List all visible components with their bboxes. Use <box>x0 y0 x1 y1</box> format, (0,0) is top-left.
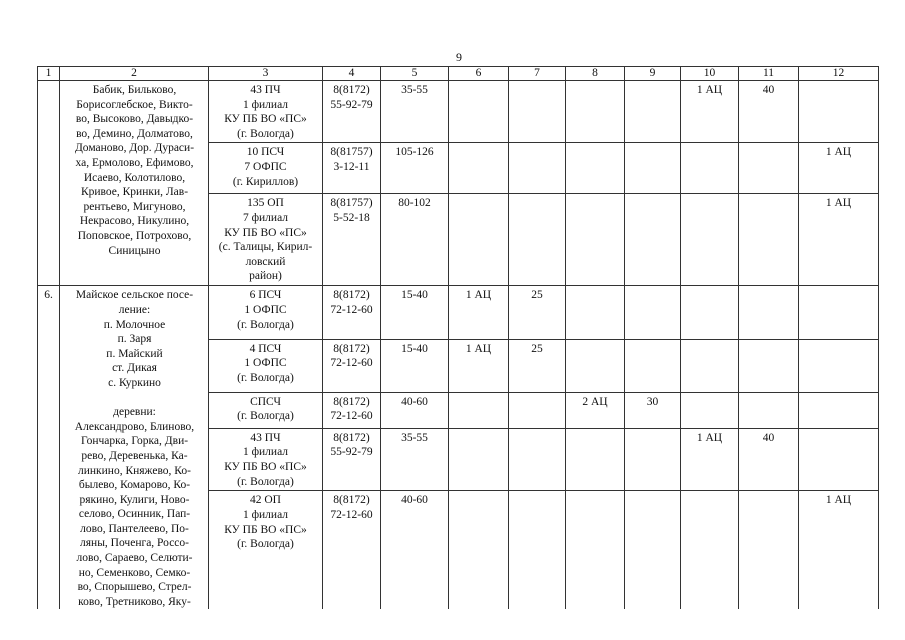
fire-department: 135 ОП 7 филиал КУ ПБ ВО «ПС» (с. Талицы, Кирил- ловский район) <box>209 194 323 286</box>
cell-7 <box>509 194 566 286</box>
cell-9 <box>625 491 681 609</box>
cell-10 <box>681 143 739 194</box>
cell-6 <box>449 491 509 609</box>
fire-department: 4 ПСЧ 1 ОФПС (г. Вологда) <box>209 339 323 392</box>
cell-11: 40 <box>739 81 799 143</box>
cell-9 <box>625 428 681 491</box>
cell-8 <box>566 286 625 339</box>
cell-12: 1 АЦ <box>799 143 879 194</box>
arrival-time: 40-60 <box>381 392 449 428</box>
cell-7 <box>509 392 566 428</box>
cell-8 <box>566 81 625 143</box>
cell-11: 40 <box>739 428 799 491</box>
cell-12 <box>799 392 879 428</box>
cell-10 <box>681 392 739 428</box>
cell-8 <box>566 491 625 609</box>
cell-10: 1 АЦ <box>681 81 739 143</box>
column-header: 1 <box>38 67 60 81</box>
cell-12: 1 АЦ <box>799 194 879 286</box>
column-header: 9 <box>625 67 681 81</box>
cell-9 <box>625 81 681 143</box>
cell-11 <box>739 491 799 609</box>
arrival-time: 35-55 <box>381 428 449 491</box>
locality-list: Бабик, Бильково, Борисоглебское, Викто- во, Высоково, Давыдко- во, Демино, Долматово, Доманово, Дор. Дураси- ха, Ермолово, Ефимово, Исаево, Колотилово, Кривое, Кринки, Лав- рентьево, Мигуново, Некрасово, Никулино, Поповское, Потрохово, Синицыно <box>60 81 209 286</box>
fire-department: 43 ПЧ 1 филиал КУ ПБ ВО «ПС» (г. Вологда) <box>209 81 323 143</box>
column-header: 4 <box>323 67 381 81</box>
phone: 8(8172) 72-12-60 <box>323 392 381 428</box>
response-table <box>37 66 879 609</box>
cell-7 <box>509 491 566 609</box>
phone: 8(8172) 55-92-79 <box>323 428 381 491</box>
column-header: 2 <box>60 67 209 81</box>
fire-department: СПСЧ (г. Вологда) <box>209 392 323 428</box>
table-row <box>38 286 879 339</box>
cell-11 <box>739 339 799 392</box>
arrival-time: 40-60 <box>381 491 449 609</box>
cell-9 <box>625 143 681 194</box>
column-header: 7 <box>509 67 566 81</box>
page-number: 9 <box>456 50 462 64</box>
cell-10 <box>681 194 739 286</box>
column-header: 3 <box>209 67 323 81</box>
cell-8 <box>566 339 625 392</box>
cell-6 <box>449 392 509 428</box>
cell-11 <box>739 143 799 194</box>
cell-10 <box>681 286 739 339</box>
cell-7 <box>509 428 566 491</box>
cell-8 <box>566 143 625 194</box>
cell-10: 1 АЦ <box>681 428 739 491</box>
column-header: 12 <box>799 67 879 81</box>
cell-9 <box>625 339 681 392</box>
cell-6 <box>449 143 509 194</box>
cell-8: 2 АЦ <box>566 392 625 428</box>
fire-department: 6 ПСЧ 1 ОФПС (г. Вологда) <box>209 286 323 339</box>
fire-department: 10 ПСЧ 7 ОФПС (г. Кириллов) <box>209 143 323 194</box>
cell-7 <box>509 81 566 143</box>
arrival-time: 15-40 <box>381 286 449 339</box>
cell-6 <box>449 81 509 143</box>
cell-12 <box>799 81 879 143</box>
phone: 8(8172) 72-12-60 <box>323 339 381 392</box>
cell-7: 25 <box>509 339 566 392</box>
phone: 8(81757) 5-52-18 <box>323 194 381 286</box>
fire-department: 43 ПЧ 1 филиал КУ ПБ ВО «ПС» (г. Вологда) <box>209 428 323 491</box>
cell-6: 1 АЦ <box>449 339 509 392</box>
arrival-time: 80-102 <box>381 194 449 286</box>
cell-8 <box>566 194 625 286</box>
row-number <box>38 81 60 286</box>
column-header: 10 <box>681 67 739 81</box>
arrival-time: 35-55 <box>381 81 449 143</box>
cell-6: 1 АЦ <box>449 286 509 339</box>
locality-list: Майское сельское посе- ление: п. Молочное п. Заря п. Майский ст. Дикая с. Куркино деревни: Александрово, Блиново, Гончарка, Горка, Дви- рево, Деревенька, Ка- линкино, Княжево, Ко- былево, Комарово, Ко- рякино, Кулиги, Ново- селово, Осинник, Пап- лово, Пантелеево, По- ляны, Поченга, Россо- лово, Сараево, Селюти- но, Семенково, Семко- во, Спорышево, Стрел- ково, Третниково, Яку- <box>60 286 209 610</box>
column-header: 8 <box>566 67 625 81</box>
cell-11 <box>739 392 799 428</box>
cell-10 <box>681 339 739 392</box>
table-row <box>38 81 879 143</box>
row-number: 6. <box>38 286 60 610</box>
cell-12 <box>799 286 879 339</box>
column-header: 5 <box>381 67 449 81</box>
cell-6 <box>449 194 509 286</box>
cell-9: 30 <box>625 392 681 428</box>
cell-9 <box>625 286 681 339</box>
arrival-time: 105-126 <box>381 143 449 194</box>
cell-12 <box>799 339 879 392</box>
column-header: 11 <box>739 67 799 81</box>
phone: 8(8172) 72-12-60 <box>323 491 381 609</box>
cell-9 <box>625 194 681 286</box>
phone: 8(81757) 3-12-11 <box>323 143 381 194</box>
cell-11 <box>739 194 799 286</box>
cell-10 <box>681 491 739 609</box>
cell-7: 25 <box>509 286 566 339</box>
phone: 8(8172) 72-12-60 <box>323 286 381 339</box>
header-row <box>38 67 879 81</box>
cell-12: 1 АЦ <box>799 491 879 609</box>
fire-department: 42 ОП 1 филиал КУ ПБ ВО «ПС» (г. Вологда) <box>209 491 323 609</box>
cell-7 <box>509 143 566 194</box>
phone: 8(8172) 55-92-79 <box>323 81 381 143</box>
cell-12 <box>799 428 879 491</box>
arrival-time: 15-40 <box>381 339 449 392</box>
cell-6 <box>449 428 509 491</box>
cell-11 <box>739 286 799 339</box>
column-header: 6 <box>449 67 509 81</box>
cell-8 <box>566 428 625 491</box>
